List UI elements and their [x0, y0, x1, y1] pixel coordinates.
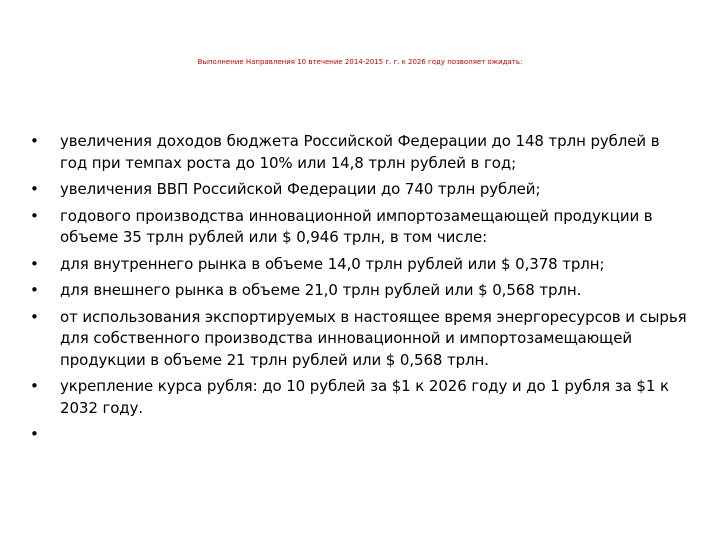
bullet-dot-icon: • [30, 281, 39, 299]
bullet-dot-icon: • [30, 180, 39, 198]
bullet-text: укрепление курса рубля: до 10 рублей за $1 к 2026 году и до 1 рубля за $1 к 2032 году. [60, 377, 669, 417]
bullet-dot-icon: • [30, 425, 39, 443]
bullet-text: увеличения доходов бюджета Российской Федерации до 148 трлн рублей в год при темпах роста до 10% или 14,8 трлн рублей в год; [60, 132, 660, 172]
bullet-dot-icon: • [30, 132, 39, 150]
bullet-dot-icon: • [30, 206, 39, 225]
bullet-text: для внешнего рынка в объеме 21,0 трлн рублей или $ 0,568 трлн. [60, 281, 582, 299]
bullet-item [28, 254, 688, 276]
bullet-item [28, 280, 688, 302]
bullet-dot-icon: • [30, 307, 39, 326]
bullet-text: для внутреннего рынка в объеме 14,0 трлн рублей или $ 0,378 трлн; [60, 254, 605, 273]
bullet-item [28, 376, 688, 419]
bullet-dot-icon: • [30, 254, 39, 273]
bullet-list [28, 131, 688, 451]
bullet-item [28, 307, 688, 372]
bullet-dot-icon: • [30, 377, 39, 395]
bullet-item [28, 179, 688, 201]
slide-title: Выполнение Направления 10 втечение 2014-2015 г. г. к 2026 году позволяет ожидать: [197, 58, 523, 66]
bullet-item-empty [28, 424, 688, 446]
bullet-text: годового производства инновационной импортозамещающей продукции в объеме 35 трлн рублей или $ 0,946 трлн, в том числе: [60, 206, 653, 246]
bullet-item [28, 131, 688, 174]
bullet-text: увеличения ВВП Российской Федерации до 740 трлн рублей; [60, 180, 541, 198]
bullet-item [28, 206, 688, 249]
bullet-text: от использования экспортируемых в настоящее время энергоресурсов и сырья для собственного производства инновационной и импортозамещающей продукции в объеме 21 трлн рублей или $ 0,568 трлн. [60, 307, 687, 369]
